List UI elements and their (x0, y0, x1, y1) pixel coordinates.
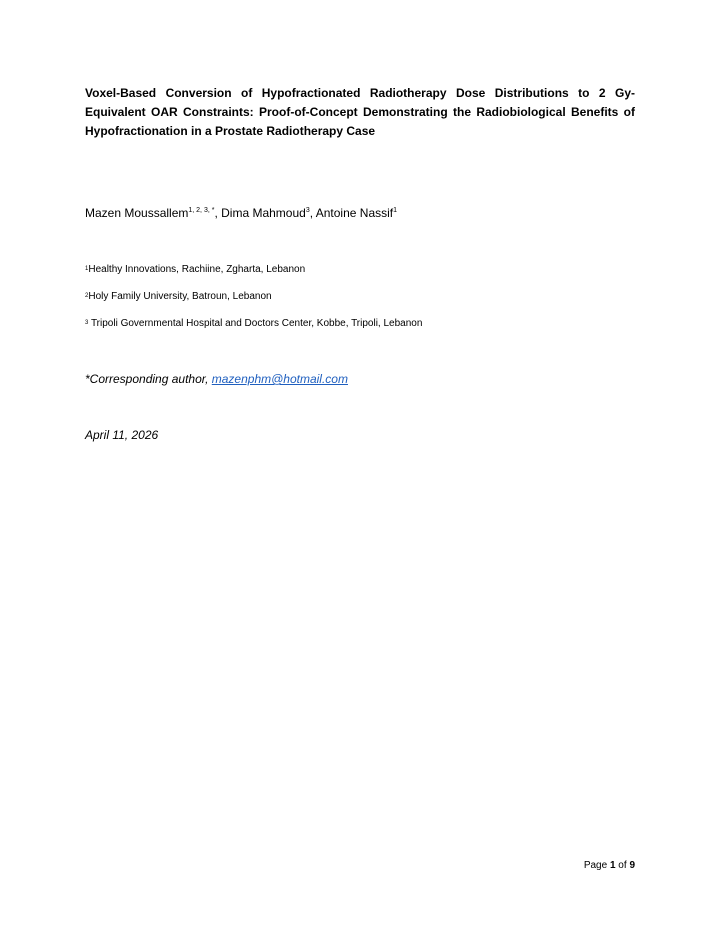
page-total: 9 (629, 860, 635, 871)
affiliation-2 (85, 290, 272, 304)
author-list (85, 205, 397, 221)
affiliation-marker: 1 (85, 266, 89, 272)
author-name: Mazen Moussallem (85, 206, 189, 220)
author-name: Dima Mahmoud (221, 206, 306, 220)
affiliation-marker: 3 (85, 320, 89, 326)
corresponding-email-link[interactable]: mazenphm@hotmail.com (211, 372, 348, 386)
corresponding-label: *Corresponding author, (85, 372, 212, 386)
page-prefix: Page (583, 860, 610, 871)
affiliation-1 (85, 263, 305, 277)
page-number (584, 859, 635, 873)
affiliation-text: Tripoli Governmental Hospital and Doctors Center, Kobbe, Tripoli, Lebanon (88, 318, 423, 329)
paper-title: Voxel-Based Conversion of Hypofractionated Radiotherapy Dose Distributions to 2 Gy-Equivalent OAR Constraints: Proof-of-Concept Demonstrating the Radiobiological Benefits of Hypofractionation in a Prostate Radiotherapy Case (85, 86, 635, 138)
publication-date: April 11, 2026 (85, 428, 159, 442)
affiliation-3 (85, 317, 422, 331)
author-separator: , (214, 206, 222, 220)
author-affiliation-marker: 3 (305, 207, 310, 214)
author-name: Antoine Nassif (315, 206, 394, 220)
page-of: of (615, 860, 630, 871)
affiliation-text: Healthy Innovations, Rachiine, Zgharta, Lebanon (88, 264, 306, 275)
page-current: 1 (609, 860, 616, 871)
corresponding-author (85, 371, 348, 387)
affiliation-marker: 2 (85, 293, 89, 299)
affiliation-text: Holy Family University, Batroun, Lebanon (88, 291, 272, 302)
author-affiliation-marker: 1 (393, 207, 398, 214)
author-separator: , (309, 206, 316, 220)
author-affiliation-marker: 1, 2, 3, * (188, 207, 215, 214)
